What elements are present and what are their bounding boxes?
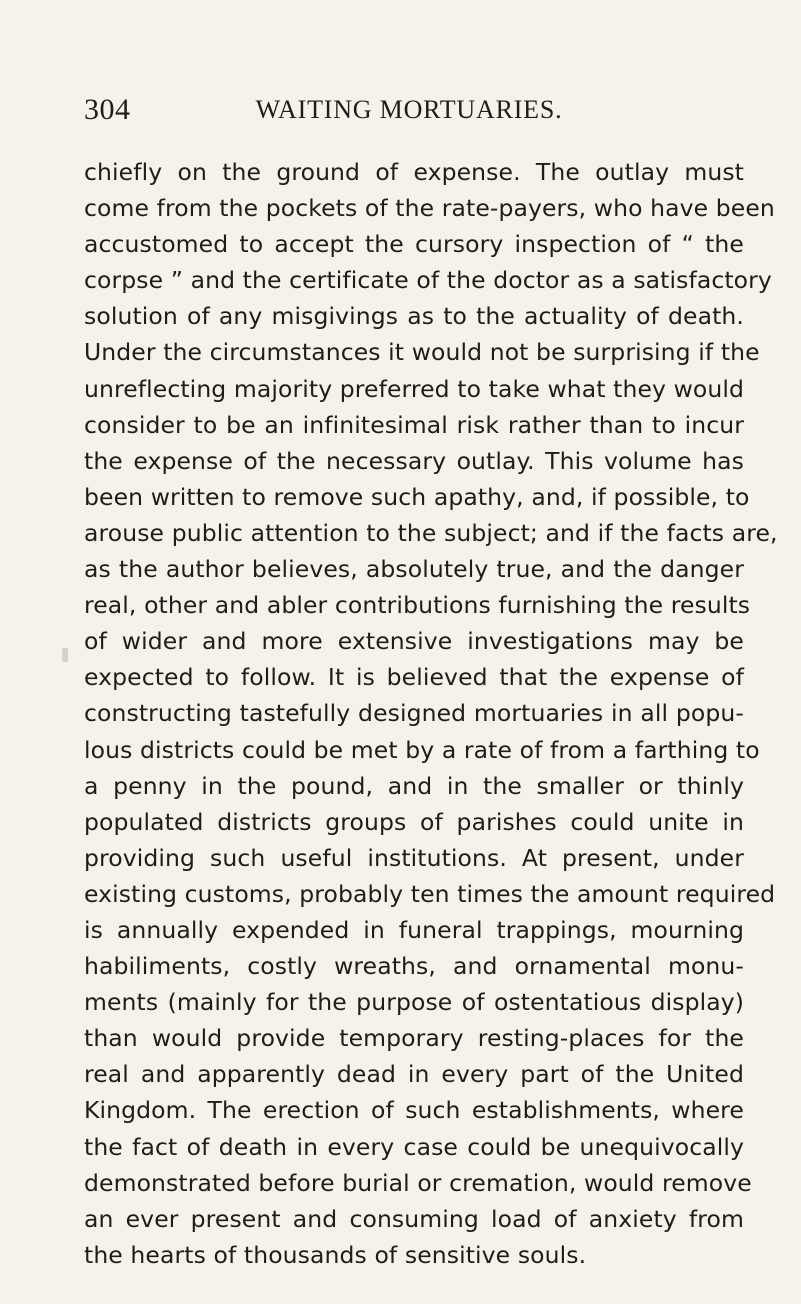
- text-line: is annually expended in funeral trappings, mourning: [84, 915, 744, 944]
- text-line: real, other and abler contributions furnishing the results: [84, 591, 751, 620]
- text-line: providing such useful institutions. At present, under: [84, 843, 744, 872]
- text-line: accustomed to accept the cursory inspection of “ the: [84, 230, 744, 259]
- text-line: constructing tastefully designed mortuaries in all popu-: [84, 699, 744, 728]
- text-line: solution of any misgivings as to the actuality of death.: [84, 302, 744, 331]
- running-title: WAITING MORTUARIES.: [255, 95, 563, 124]
- text-line: the fact of death in every case could be unequivocally: [84, 1132, 744, 1161]
- text-line: an ever present and consuming load of anxiety from: [84, 1204, 744, 1233]
- margin-speck: [62, 648, 68, 662]
- text-line: arouse public attention to the subject; and if the facts are,: [84, 518, 778, 547]
- body-paragraph: [84, 154, 778, 1273]
- text-line-last: the hearts of thousands of sensitive souls.: [84, 1240, 587, 1269]
- text-line: the expense of the necessary outlay. This volume has: [84, 446, 744, 475]
- text-line: real and apparently dead in every part of the United: [84, 1060, 744, 1089]
- text-line: lous districts could be met by a rate of from a farthing to: [84, 735, 760, 764]
- text-line: existing customs, probably ten times the amount required: [84, 879, 776, 908]
- page-number: 304: [84, 93, 131, 126]
- text-line: been written to remove such apathy, and, if possible, to: [84, 482, 750, 511]
- page-header: [84, 90, 704, 130]
- text-line: chiefly on the ground of expense. The outlay must: [84, 158, 744, 186]
- text-line: of wider and more extensive investigations may be: [84, 627, 744, 656]
- text-line: ments (mainly for the purpose of ostentatious display): [84, 988, 744, 1017]
- text-line: demonstrated before burial or cremation, would remove: [84, 1168, 752, 1197]
- text-line: as the author believes, absolutely true, and the danger: [84, 555, 744, 584]
- text-line: consider to be an infinitesimal risk rather than to incur: [84, 410, 744, 439]
- text-line: than would provide temporary resting-places for the: [84, 1024, 744, 1053]
- text-line: a penny in the pound, and in the smaller or thinly: [84, 771, 744, 800]
- text-line: unreflecting majority preferred to take what they would: [84, 374, 745, 403]
- text-line: come from the pockets of the rate-payers, who have been: [84, 194, 775, 223]
- text-line: Kingdom. The erection of such establishments, where: [84, 1096, 744, 1125]
- text-line: expected to follow. It is believed that the expense of: [84, 663, 744, 692]
- text-line: populated districts groups of parishes could unite in: [84, 807, 744, 836]
- text-line: Under the circumstances it would not be surprising if the: [84, 338, 760, 367]
- text-line: corpse ” and the certificate of the doctor as a satisfactory: [84, 266, 772, 295]
- text-line: habiliments, costly wreaths, and ornamental monu-: [84, 952, 744, 981]
